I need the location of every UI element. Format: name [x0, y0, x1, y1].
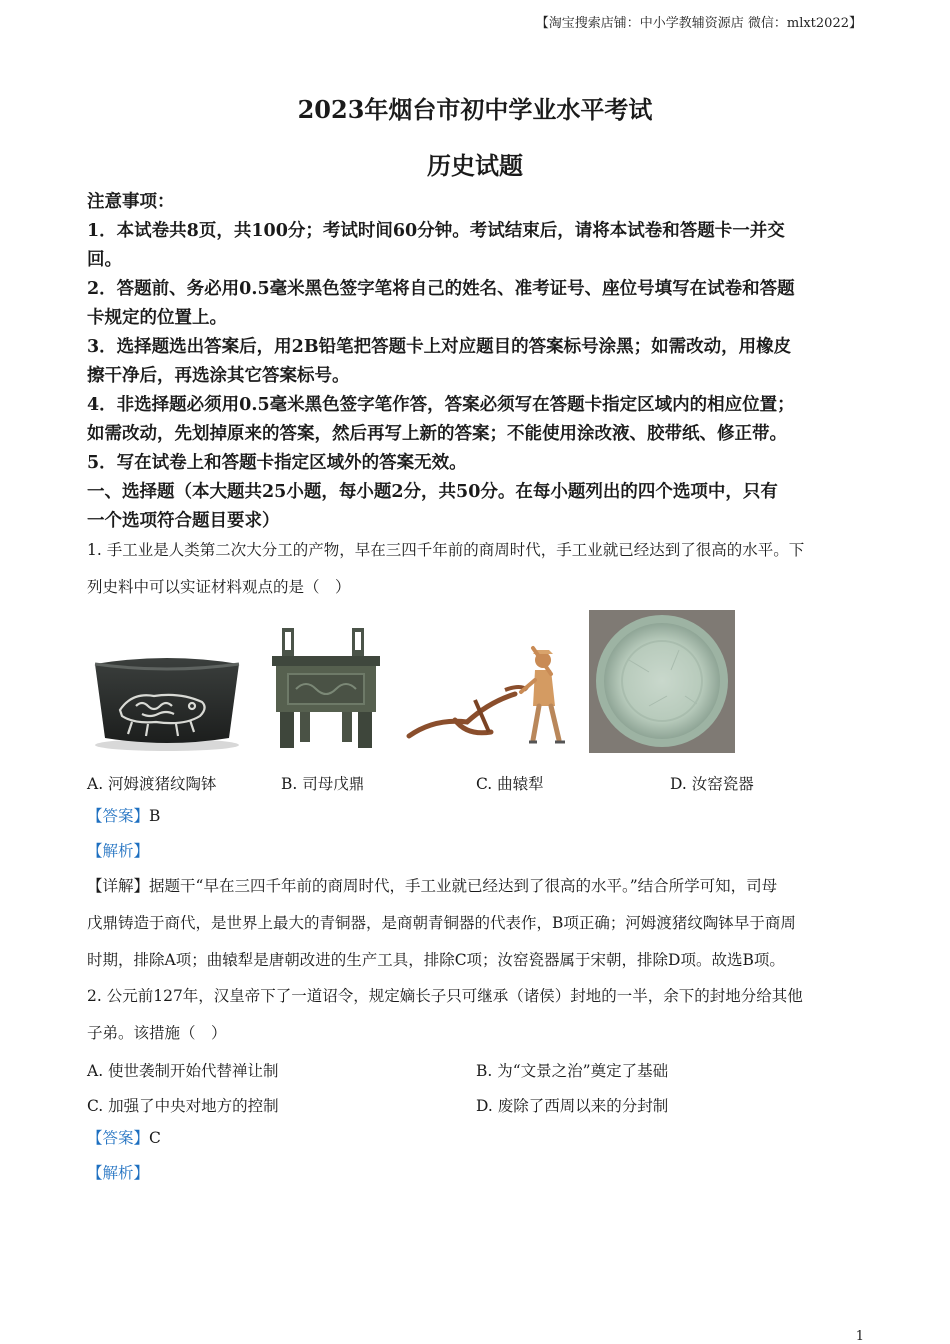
exam-title: 2023年烟台市初中学业水平考试: [297, 95, 653, 124]
q2-answer: [87, 1120, 862, 1157]
q1-option-b: B. 司母戊鼎: [281, 775, 365, 793]
q1-option-d: D. 汝窑瓷器: [670, 775, 754, 793]
q2-option-c: C. 加强了中央对地方的控制: [87, 1097, 279, 1115]
q2-option-a: A. 使世袭制开始代替禅让制: [87, 1062, 279, 1080]
page-number: 1: [855, 1329, 864, 1344]
notice-line: 卡规定的位置上。: [87, 308, 227, 328]
answer-value: B: [149, 807, 161, 825]
curved-plough-image: [405, 640, 580, 750]
ru-celadon-dish-image: [589, 610, 735, 753]
q1-answer: [87, 798, 862, 835]
q2-analysis-label: 【解析】: [87, 1164, 150, 1182]
q1-analysis-label: 【解析】: [87, 842, 150, 860]
q2-option-b: B. 为“文景之治”奠定了基础: [476, 1062, 669, 1080]
detail-label: 【详解】: [87, 877, 150, 895]
detail-text: 据题干“早在三四千年前的商周时代，手工业就已经达到了很高的水平。”结合所学可知，司母: [149, 877, 778, 895]
notice-heading: 注意事项：: [87, 192, 175, 212]
pottery-bowl-image: [92, 652, 242, 752]
notice-line: 4．非选择题必须用0.5毫米黑色签字笔作答，答案必须写在答题卡指定区域内的相应位置；: [87, 395, 795, 415]
q1-option-c: C. 曲辕犁: [476, 775, 544, 793]
bronze-ding-image: [266, 620, 386, 750]
section-heading-cont: 一个选项符合题目要求）: [87, 511, 280, 531]
notice-line: 擦干净后，再选涂其它答案标号。: [87, 366, 350, 386]
answer-label: 【答案】: [87, 807, 150, 825]
exam-subtitle: 历史试题: [427, 151, 523, 180]
q1-stem: 1. 手工业是人类第二次大分工的产物，早在三四千年前的商周时代，手工业就已经达到了很高的水平。下: [87, 541, 805, 559]
q2-stem-cont: 子弟。该措施（ ）: [87, 1024, 227, 1042]
q1-detail-cont: 戊鼎铸造于商代，是世界上最大的青铜器，是商朝青铜器的代表作，B项正确；河姆渡猪纹陶钵早于商周: [87, 914, 796, 932]
q1-option-a: A. 河姆渡猪纹陶钵: [87, 775, 217, 793]
notice-line: 5．写在试卷上和答题卡指定区域外的答案无效。: [87, 453, 467, 473]
q1-detail: [87, 868, 862, 905]
q1-stem-cont: 列史料中可以实证材料观点的是（ ）: [87, 578, 351, 596]
header-note: 【淘宝搜索店铺：中小学教辅资源店 微信：mlxt2022】: [535, 16, 862, 31]
notice-line: 3．选择题选出答案后，用2B铅笔把答题卡上对应题目的答案标号涂黑；如需改动，用橡皮: [87, 337, 792, 357]
section-heading: 一、选择题（本大题共25小题，每小题2分，共50分。在每小题列出的四个选项中，只有: [87, 482, 778, 502]
notice-line: 回。: [87, 250, 122, 270]
notice-line: 如需改动，先划掉原来的答案，然后再写上新的答案；不能使用涂改液、胶带纸、修正带。: [87, 424, 787, 444]
q2-stem: 2. 公元前127年，汉皇帝下了一道诏令，规定嫡长子只可继承（诸侯）封地的一半，余下的封地分给其他: [87, 987, 803, 1005]
answer-label: 【答案】: [87, 1129, 150, 1147]
q1-detail-cont: 时期，排除A项；曲辕犁是唐朝改进的生产工具，排除C项；汝窑瓷器属于宋朝，排除D项。故选B项。: [87, 951, 785, 969]
notice-line: 1．本试卷共8页，共100分；考试时间60分钟。考试结束后，请将本试卷和答题卡一并交: [87, 221, 785, 241]
answer-value: C: [149, 1129, 161, 1147]
notice-line: 2．答题前、务必用0.5毫米黑色签字笔将自己的姓名、准考证号、座位号填写在试卷和答题: [87, 279, 795, 299]
q2-option-d: D. 废除了西周以来的分封制: [476, 1097, 669, 1115]
